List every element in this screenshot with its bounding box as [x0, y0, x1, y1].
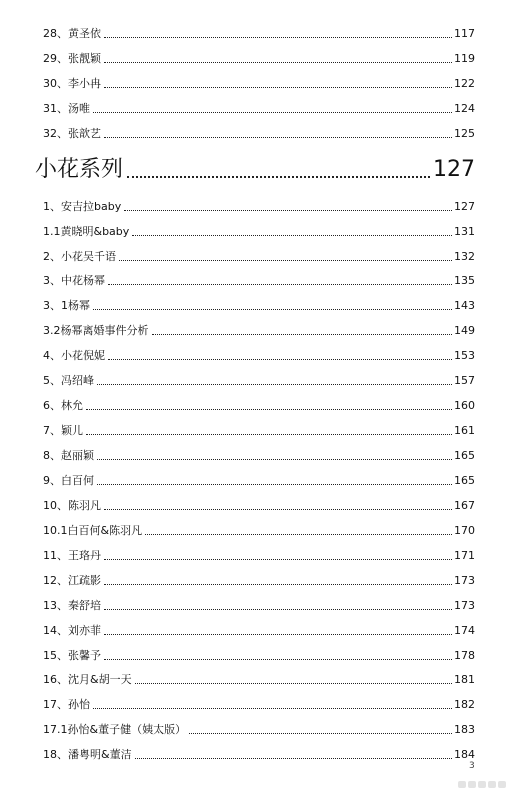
- toc-entry-page: 165: [454, 473, 475, 487]
- toc-entry-label: 3、1杨幂: [43, 299, 90, 313]
- dot-leader: [108, 359, 452, 360]
- toc-entry-label: 10.1白百何&陈羽凡: [43, 523, 143, 537]
- toc-entry-page: 178: [454, 648, 475, 662]
- toc-entry-label: 12、江疏影: [43, 573, 101, 587]
- toc-entry-page: 173: [454, 573, 475, 587]
- toc-entry-label: 32、张歆艺: [43, 126, 101, 140]
- dot-leader: [93, 708, 452, 709]
- dot-leader: [93, 112, 452, 113]
- section-heading-label: 小花系列: [35, 156, 124, 182]
- toc-entry-page: 124: [454, 101, 475, 115]
- toc-entry[interactable]: [43, 338, 475, 363]
- dot-leader: [104, 137, 452, 138]
- toc-entry-page: 117: [454, 26, 475, 40]
- toc-entry[interactable]: [43, 563, 475, 588]
- dot-leader: [97, 459, 452, 460]
- toc-entry[interactable]: [43, 613, 475, 638]
- toc-entry-label: 16、沈月&胡一天: [43, 673, 132, 687]
- toc-entry-page: 119: [454, 51, 475, 65]
- dot-leader: [152, 334, 453, 335]
- toc-entry[interactable]: [43, 264, 475, 289]
- toc-entry-label: 5、冯绍峰: [43, 374, 94, 388]
- dot-leader: [132, 235, 452, 236]
- dot-leader: [145, 534, 452, 535]
- toc-entry-page: 122: [454, 76, 475, 90]
- dot-leader: [135, 758, 452, 759]
- toc-entry[interactable]: [43, 737, 475, 762]
- dot-leader: [189, 733, 452, 734]
- toc-entry[interactable]: [43, 663, 475, 688]
- toc-entry-page: 174: [454, 623, 475, 637]
- toc-entry-page: 153: [454, 349, 475, 363]
- toc-entry-page: 125: [454, 126, 475, 140]
- dot-leader: [104, 62, 452, 63]
- toc-entry-page: 160: [454, 399, 475, 413]
- toc-entry[interactable]: [43, 116, 475, 141]
- toc-entry[interactable]: [43, 239, 475, 264]
- toc-entry[interactable]: [43, 638, 475, 663]
- toc-entry[interactable]: [43, 538, 475, 563]
- toc-entry-page: 135: [454, 274, 475, 288]
- toc-entry-page: 161: [454, 424, 475, 438]
- dot-leader: [119, 260, 452, 261]
- toc-entry-label: 3、中花杨幂: [43, 274, 105, 288]
- toc-entry[interactable]: [43, 513, 475, 538]
- toc-entry-page: 149: [454, 324, 475, 338]
- page-number: 3: [469, 761, 475, 771]
- toc-entry-page: 132: [454, 249, 475, 263]
- dot-leader: [104, 634, 452, 635]
- toc-entry-label: 28、黄圣依: [43, 26, 101, 40]
- dot-leader: [86, 409, 452, 410]
- dot-leader: [97, 484, 452, 485]
- toc-entry[interactable]: [43, 288, 475, 313]
- toc-entry-page: 167: [454, 498, 475, 512]
- toc-entry[interactable]: [43, 41, 475, 66]
- toc-entry-page: 173: [454, 598, 475, 612]
- toc-entry-label: 13、秦舒培: [43, 598, 101, 612]
- watermark-icon: [458, 781, 506, 788]
- toc-entry-page: 184: [454, 748, 475, 762]
- section-heading-page: 127: [433, 156, 475, 182]
- toc-entry[interactable]: [43, 66, 475, 91]
- toc-entry[interactable]: [43, 313, 475, 338]
- toc-entry-label: 8、赵丽颖: [43, 449, 94, 462]
- toc-entry-label: 3.2杨幂离婚事件分析: [43, 324, 149, 338]
- toc-entry-label: 17、孙怡: [43, 698, 90, 712]
- toc-entry-label: 31、汤唯: [43, 101, 90, 115]
- dot-leader: [104, 609, 452, 610]
- toc-entry[interactable]: [43, 588, 475, 613]
- toc-entry-label: 18、潘粤明&董洁: [43, 748, 132, 762]
- dot-leader: [104, 584, 452, 585]
- toc-entry-page: 181: [454, 673, 475, 687]
- section-heading[interactable]: [35, 141, 475, 183]
- table-of-contents: [35, 16, 475, 762]
- toc-entry-page: 127: [454, 199, 475, 213]
- toc-entry[interactable]: [43, 214, 475, 239]
- dot-leader: [93, 309, 452, 310]
- toc-entry-page: 170: [454, 523, 475, 537]
- toc-entry[interactable]: [43, 712, 475, 737]
- toc-entry[interactable]: [43, 16, 475, 41]
- dot-leader: [97, 384, 452, 385]
- toc-entry[interactable]: [43, 438, 475, 463]
- toc-entries-after: [43, 189, 475, 763]
- dot-leader: [104, 509, 452, 510]
- toc-entry-label: 7、颖儿: [43, 424, 83, 438]
- toc-entry[interactable]: [43, 388, 475, 413]
- toc-entry-label: 10、陈羽凡: [43, 498, 101, 512]
- toc-entry-label: 30、李小冉: [43, 76, 101, 90]
- toc-entry-page: 143: [454, 299, 475, 313]
- dot-leader: [108, 284, 452, 285]
- dot-leader: [127, 176, 430, 178]
- toc-entry[interactable]: [43, 91, 475, 116]
- dot-leader: [86, 434, 452, 435]
- toc-entry-label: 15、张馨予: [43, 648, 101, 662]
- toc-entries-before: [43, 16, 475, 141]
- toc-entry[interactable]: [43, 488, 475, 513]
- toc-entry-label: 11、王珞丹: [43, 548, 101, 562]
- dot-leader: [135, 683, 452, 684]
- toc-entry-page: 165: [454, 449, 475, 462]
- toc-entry-label: 9、白百何: [43, 473, 94, 487]
- dot-leader: [104, 659, 452, 660]
- toc-entry-label: 2、小花吴千语: [43, 249, 116, 263]
- toc-entry-label: 29、张靓颖: [43, 51, 101, 65]
- toc-entry-page: 183: [454, 723, 475, 737]
- toc-entry[interactable]: [43, 363, 475, 388]
- dot-leader: [104, 37, 452, 38]
- dot-leader: [124, 210, 452, 211]
- toc-entry-page: 131: [454, 224, 475, 238]
- toc-entry-page: 157: [454, 374, 475, 388]
- toc-entry[interactable]: [43, 189, 475, 214]
- toc-entry-label: 17.1孙怡&董子健（姨太版）: [43, 723, 187, 737]
- dot-leader: [104, 87, 452, 88]
- toc-entry[interactable]: [43, 463, 475, 488]
- toc-entry-page: 182: [454, 698, 475, 712]
- dot-leader: [104, 559, 452, 560]
- toc-entry-page: 171: [454, 548, 475, 562]
- toc-entry-label: 4、小花倪妮: [43, 349, 105, 363]
- toc-entry-label: 6、林允: [43, 399, 83, 413]
- toc-entry-label: 1.1黄晓明&baby: [43, 224, 130, 238]
- toc-entry[interactable]: [43, 687, 475, 712]
- toc-entry[interactable]: [43, 413, 475, 438]
- toc-entry-label: 14、刘亦菲: [43, 623, 101, 637]
- toc-entry-label: 1、安吉拉baby: [43, 199, 122, 213]
